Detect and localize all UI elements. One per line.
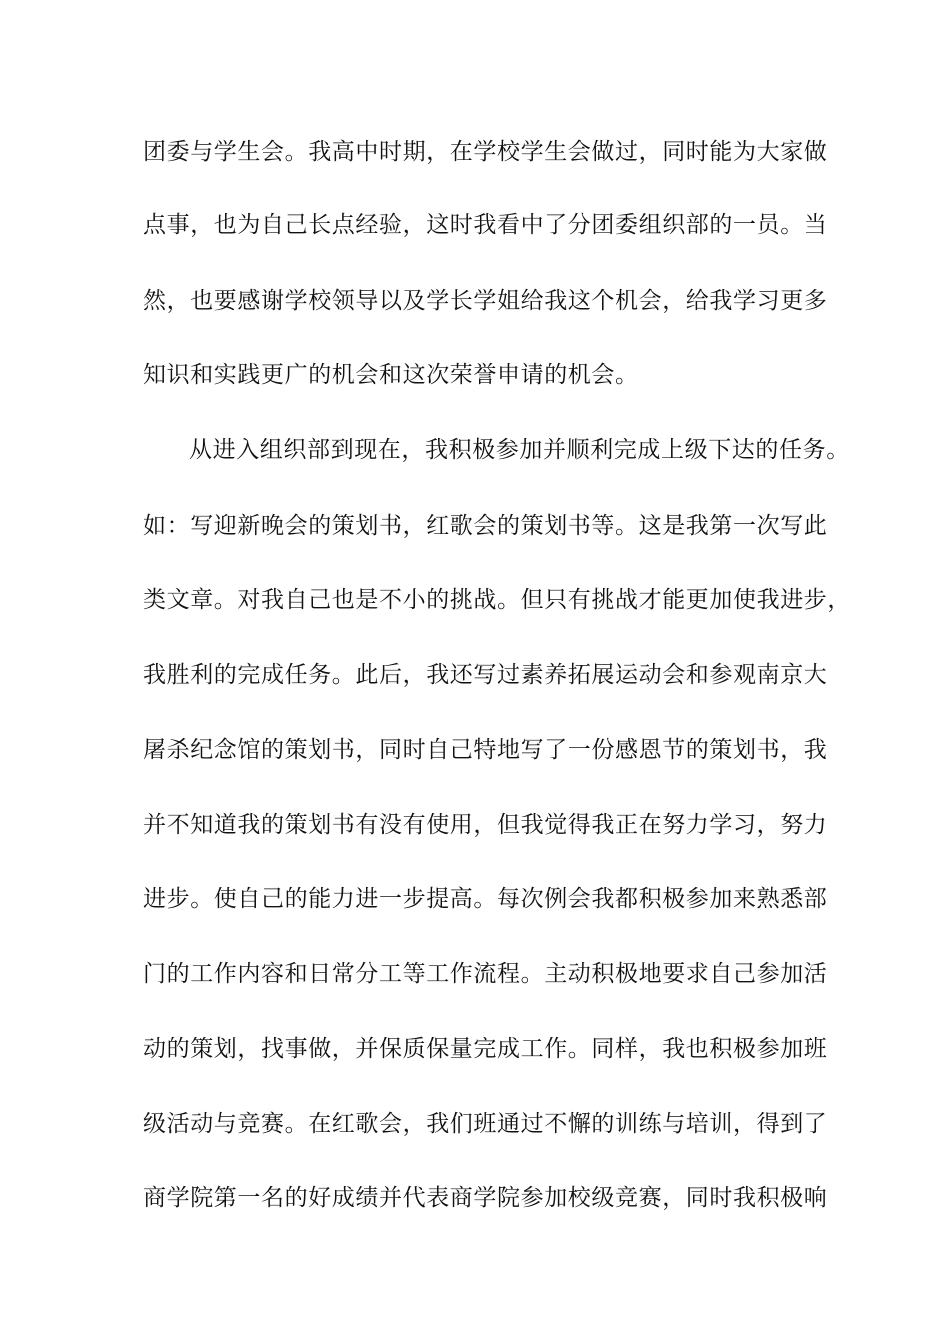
- text-line: 并不知道我的策划书有没有使用，但我觉得我正在努力学习，努力: [143, 812, 828, 838]
- text-line: 点事，也为自己长点经验，这时我看中了分团委组织部的一员。当: [143, 212, 828, 238]
- text-line-paragraph-start: 从进入组织部到现在，我积极参加并顺利完成上级下达的任务。: [189, 437, 850, 463]
- text-line: 动的策划，找事做，并保质保量完成工作。同样，我也积极参加班: [143, 1036, 828, 1062]
- text-line: 团委与学生会。我高中时期，在学校学生会做过，同时能为大家做: [143, 139, 828, 165]
- text-line: 商学院第一名的好成绩并代表商学院参加校级竞赛，同时我积极响: [143, 1185, 828, 1211]
- text-line: 类文章。对我自己也是不小的挑战。但只有挑战才能更加使我进步，: [143, 587, 851, 613]
- text-line: 知识和实践更广的机会和这次荣誉申请的机会。: [143, 362, 639, 388]
- text-line: 级活动与竞赛。在红歌会，我们班通过不懈的训练与培训，得到了: [143, 1111, 828, 1137]
- text-line: 如：写迎新晚会的策划书，红歌会的策划书等。这是我第一次写此: [143, 513, 828, 539]
- text-line: 屠杀纪念馆的策划书，同时自己特地写了一份感恩节的策划书，我: [143, 737, 828, 763]
- text-line: 我胜利的完成任务。此后，我还写过素养拓展运动会和参观南京大: [143, 662, 828, 688]
- text-line: 门的工作内容和日常分工等工作流程。主动积极地要求自己参加活: [143, 961, 828, 987]
- text-line: 然，也要感谢学校领导以及学长学姐给我这个机会，给我学习更多: [143, 288, 828, 314]
- text-line: 进步。使自己的能力进一步提高。每次例会我都积极参加来熟悉部: [143, 886, 828, 912]
